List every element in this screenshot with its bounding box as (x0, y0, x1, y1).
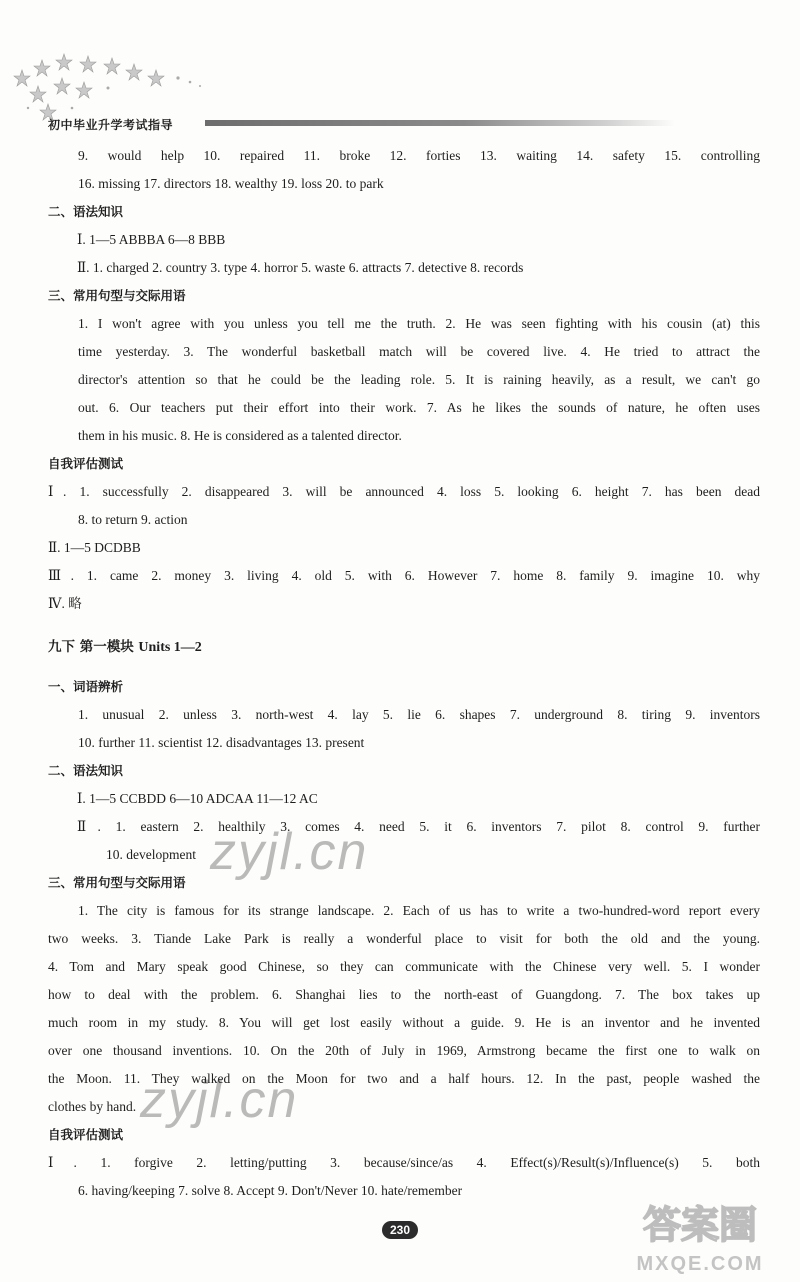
answer-line: Ⅰ. 1—5 CCBDD 6—10 ADCAA 11—12 AC (77, 791, 318, 806)
header-title: 初中毕业升学考试指导 (48, 118, 174, 132)
section-heading: 一、词语辨析 (48, 679, 124, 694)
section-heading: 二、语法知识 (48, 763, 124, 778)
unit-title (48, 635, 760, 656)
logo-url: MXQE.COM (636, 1253, 764, 1275)
unit-name: Units 1—2 (138, 640, 202, 655)
answer-line: 1. unusual 2. unless 3. north-west 4. lay 5. lie 6. shapes 7. underground 8. tiring 9. inventors (78, 707, 760, 722)
section-heading: 三、常用句型与交际用语 (48, 875, 186, 890)
unit-prefix: 九下 第一模块 (48, 639, 139, 655)
answer-line: Ⅳ. 略 (48, 596, 82, 611)
answer-line: time yesterday. 3. The wonderful basketball match will be covered live. 4. He tried to attract the (78, 344, 760, 359)
answer-line: Ⅱ. 1—5 DCDBB (48, 540, 141, 555)
answer-line: how to deal with the problem. 6. Shanghai lies to the north-east of Guangdong. 7. The box takes up (48, 987, 760, 1002)
answer-line: Ⅱ. 1. eastern 2. healthily 3. comes 4. need 5. it 6. inventors 7. pilot 8. control 9. further (77, 819, 760, 834)
answer-line: 16. missing 17. directors 18. wealthy 19. loss 20. to park (78, 176, 384, 191)
answer-line: 8. to return 9. action (78, 512, 188, 527)
answer-line: clothes by hand. (48, 1099, 137, 1114)
answer-line: the Moon. 11. They walked on the Moon for two and a half hours. 12. In the past, people washed the (48, 1071, 760, 1086)
answer-line: over one thousand inventions. 10. On the 20th of July in 1969, Armstrong became the first one to walk on (48, 1043, 760, 1058)
answer-line: them in his music. 8. He is considered as a talented director. (78, 428, 402, 443)
answer-line: 6. having/keeping 7. solve 8. Accept 9. Don't/Never 10. hate/remember (78, 1183, 463, 1198)
section-heading: 三、常用句型与交际用语 (48, 288, 186, 303)
answer-content (48, 142, 760, 1205)
section-heading: 自我评估测试 (48, 1127, 124, 1142)
answer-line: Ⅰ. 1. forgive 2. letting/putting 3. because/since/as 4. Effect(s)/Result(s)/Influence(s) 5. both (48, 1155, 760, 1170)
watermark: zyjl.cn (140, 1071, 299, 1129)
logo-text: 答案圈 (642, 1203, 758, 1247)
answer-line: Ⅰ. 1—5 ABBBA 6—8 BBB (77, 232, 226, 247)
answer-line: 4. Tom and Mary speak good Chinese, so they can communicate with the Chinese very well. 5. I wonder (48, 959, 760, 974)
answer-line: Ⅱ. 1. charged 2. country 3. type 4. horror 5. waste 6. attracts 7. detective 8. records (77, 260, 524, 275)
answer-line: 10. further 11. scientist 12. disadvantages 13. present (78, 735, 365, 750)
answer-line: 1. I won't agree with you unless you tell me the truth. 2. He was seen fighting with his cousin (at) this (78, 316, 760, 331)
site-logo-icon (615, 1190, 785, 1280)
answer-line: out. 6. Our teachers put their effort into their work. 7. As he likes the sounds of nature, he often uses (78, 400, 760, 415)
answer-line: 9. would help 10. repaired 11. broke 12. forties 13. waiting 14. safety 15. controlling (78, 148, 760, 163)
answer-line: two weeks. 3. Tiande Lake Park is really a wonderful place to visit for both the old and the young. (48, 931, 760, 946)
answer-line: Ⅲ. 1. came 2. money 3. living 4. old 5. with 6. However 7. home 8. family 9. imagine 10. why (48, 568, 760, 583)
section-heading: 二、语法知识 (48, 204, 124, 219)
header-rule (205, 120, 675, 126)
watermark: zyjl.cn (210, 823, 369, 881)
answer-line: 1. The city is famous for its strange landscape. 2. Each of us has to write a two-hundred-word report every (78, 903, 760, 918)
answer-line: 10. development (106, 847, 196, 862)
answer-line: Ⅰ. 1. successfully 2. disappeared 3. will be announced 4. loss 5. looking 6. height 7. has been dead (48, 484, 760, 499)
page-number: 230 (382, 1221, 418, 1239)
section-heading: 自我评估测试 (48, 456, 124, 471)
answer-line: director's attention so that he could be the leading role. 5. It is raining heavily, as a result, we can't go (78, 372, 760, 387)
answer-line: much room in my study. 8. You will get lost easily without a guide. 9. He is an inventor and he invented (48, 1015, 760, 1030)
